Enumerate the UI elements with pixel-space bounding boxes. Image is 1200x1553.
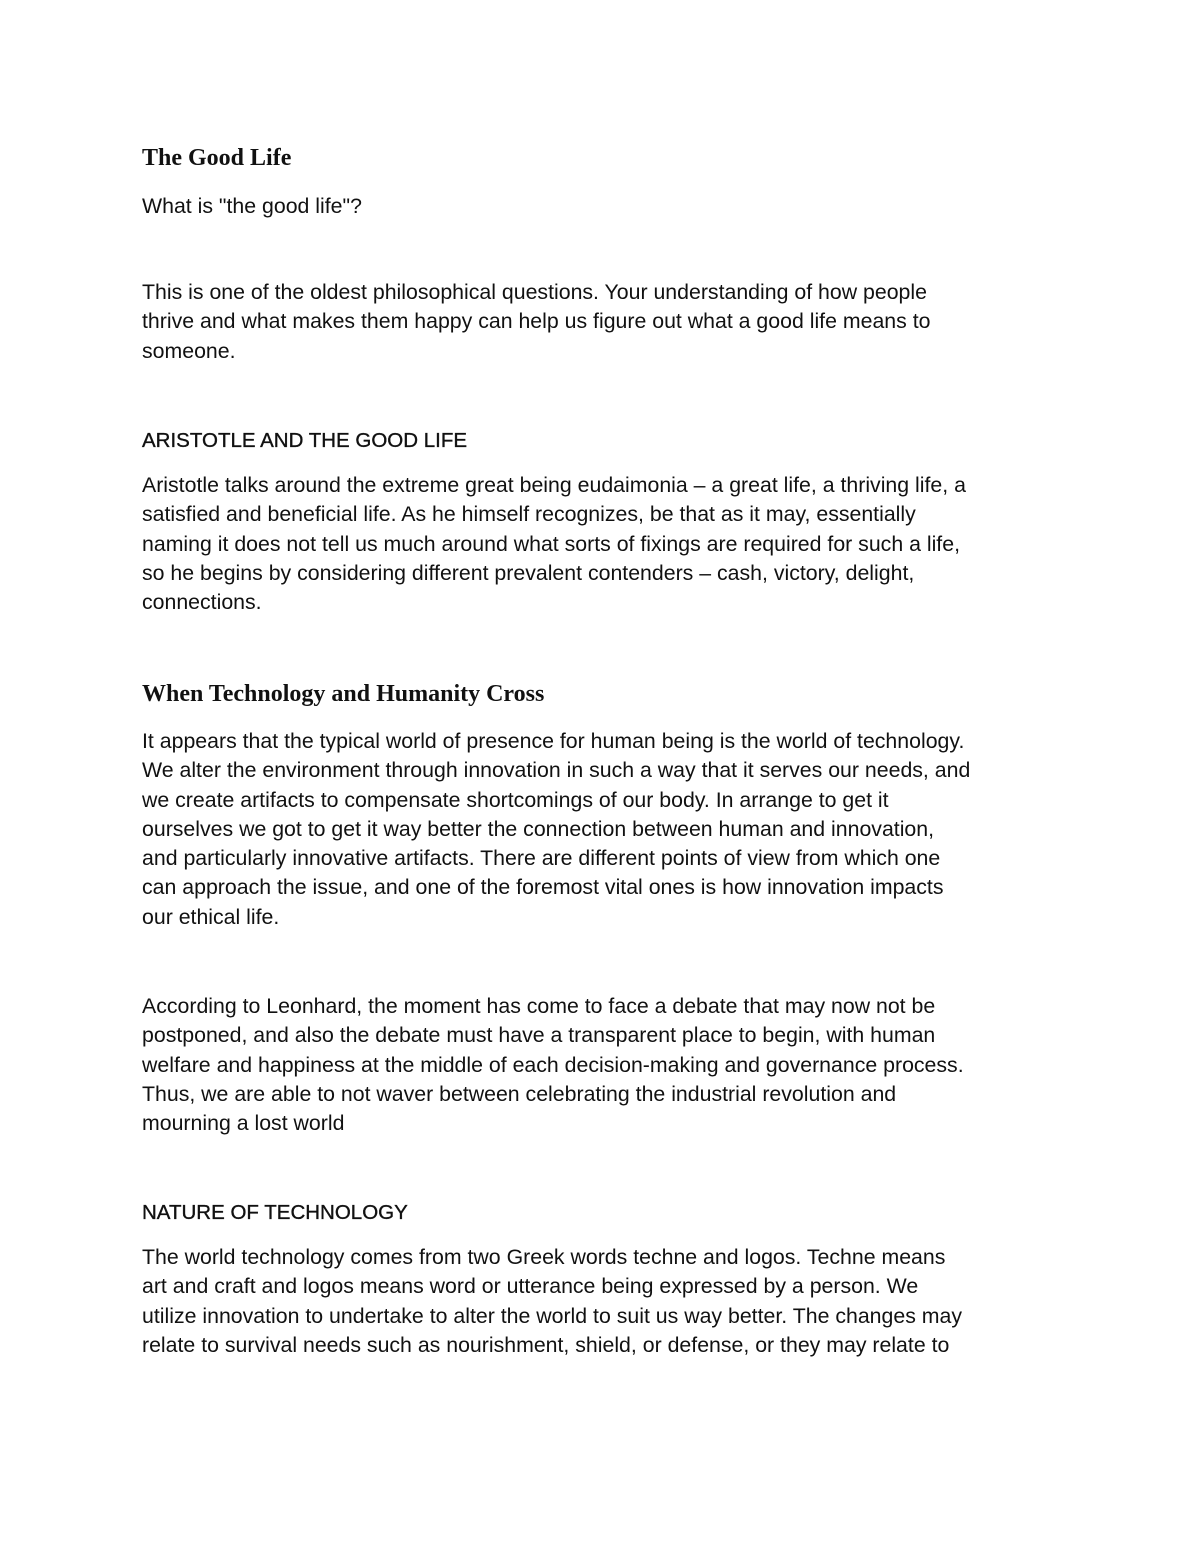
aristotle-line: satisfied and beneficial life. As he himself recognizes, be that as it may, essentially (142, 502, 916, 527)
tech-humanity-line: we create artifacts to compensate shortcomings of our body. In arrange to get it (142, 787, 889, 812)
intro-line: someone. (142, 338, 236, 363)
leonhard-line: Thus, we are able to not waver between celebrating the industrial revolution and (142, 1081, 897, 1106)
nature-line: art and craft and logos means word or utterance being expressed by a person. We (142, 1274, 919, 1299)
question-text: What is "the good life"? (142, 194, 362, 218)
nature-paragraph (142, 1243, 1072, 1360)
heading-the-good-life: The Good Life (142, 145, 292, 171)
leonhard-line: mourning a lost world (142, 1111, 345, 1136)
tech-humanity-line: our ethical life. (142, 904, 280, 929)
intro-paragraph (142, 278, 1072, 366)
leonhard-line: postponed, and also the debate must have a transparent place to begin, with human (142, 1023, 936, 1048)
nature-line: relate to survival needs such as nourishment, shield, or defense, or they may relate to (142, 1332, 950, 1357)
heading-nature-of-technology: NATURE OF TECHNOLOGY (142, 1201, 408, 1224)
question-paragraph (142, 192, 1072, 221)
tech-humanity-line: can approach the issue, and one of the foremost vital ones is how innovation impacts (142, 875, 944, 900)
leonhard-paragraph (142, 992, 1072, 1138)
aristotle-line: naming it does not tell us much around what sorts of fixings are required for such a life, (142, 531, 960, 556)
aristotle-line: Aristotle talks around the extreme great being eudaimonia – a great life, a thriving life, a (142, 473, 966, 497)
aristotle-paragraph (142, 471, 1072, 617)
nature-line: utilize innovation to undertake to alter the world to suit us way better. The changes may (142, 1303, 963, 1328)
leonhard-line: welfare and happiness at the middle of each decision-making and governance process. (142, 1052, 964, 1077)
tech-humanity-line: ourselves we got to get it way better the connection between human and innovation, (142, 816, 935, 841)
nature-line: The world technology comes from two Greek words techne and logos. Techne means (142, 1245, 946, 1269)
aristotle-line: so he begins by considering different prevalent contenders – cash, victory, delight, (142, 560, 915, 585)
tech-humanity-line: We alter the environment through innovation in such a way that it serves our needs, and (142, 758, 971, 783)
heading-aristotle: ARISTOTLE AND THE GOOD LIFE (142, 429, 468, 452)
tech-humanity-line: It appears that the typical world of presence for human being is the world of technology. (142, 729, 965, 753)
tech-humanity-line: and particularly innovative artifacts. There are different points of view from which one (142, 846, 941, 871)
intro-line: thrive and what makes them happy can help us figure out what a good life means to (142, 309, 931, 334)
heading-technology-humanity: When Technology and Humanity Cross (142, 681, 545, 707)
aristotle-line: connections. (142, 590, 262, 615)
leonhard-line: According to Leonhard, the moment has come to face a debate that may now not be (142, 994, 936, 1018)
intro-line: This is one of the oldest philosophical questions. Your understanding of how people (142, 280, 927, 304)
tech-humanity-paragraph (142, 727, 1072, 932)
